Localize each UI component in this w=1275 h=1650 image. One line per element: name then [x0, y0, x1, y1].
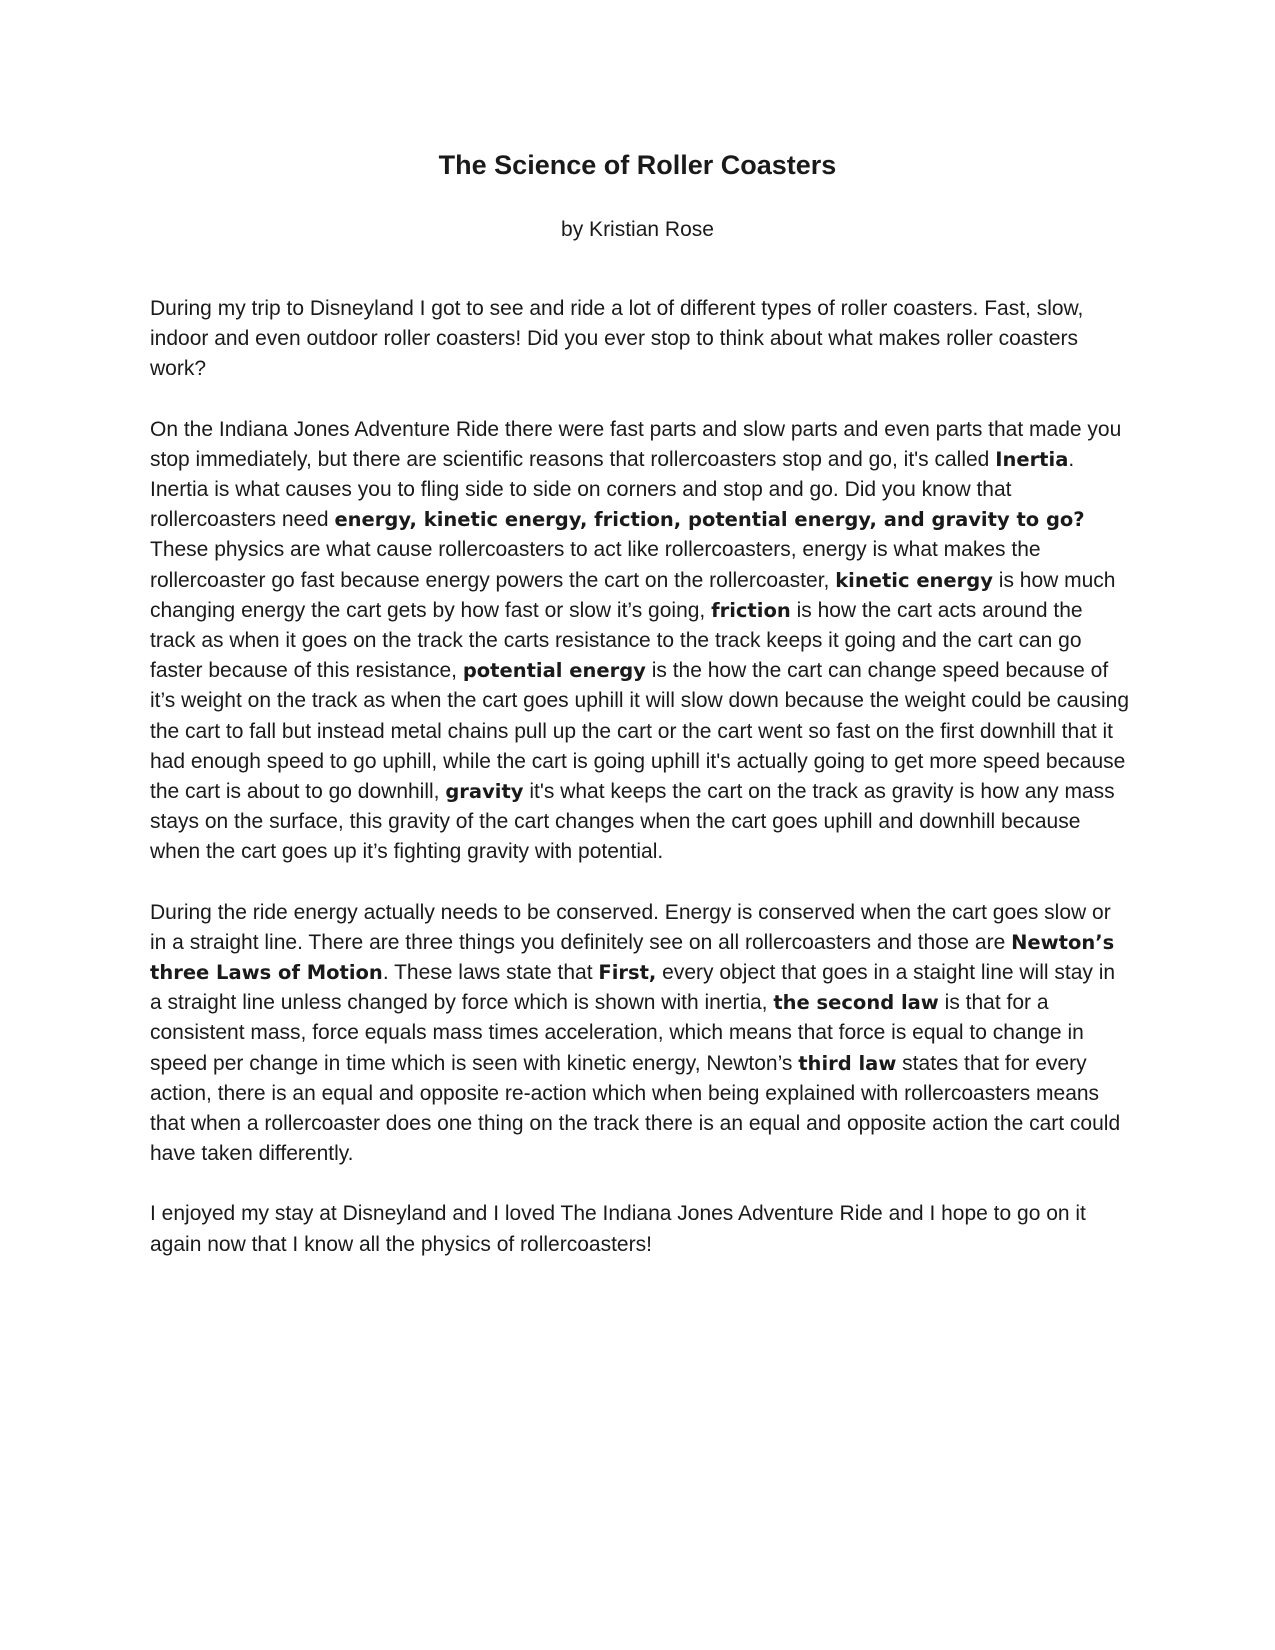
- bold-term: First,: [598, 961, 657, 985]
- paragraph-text: I enjoyed my stay at Disneyland and I loved The Indiana Jones Adventure Ride and I hope to go on it again now that I know all the physics of rollercoasters!: [150, 1202, 1086, 1256]
- document-title: The Science of Roller Coasters: [438, 150, 837, 180]
- paragraph-text: On the Indiana Jones Adventure Ride there were fast parts and slow parts and even parts that made you stop immediately, but there are scientific reasons that rollercoasters stop and go, it's called: [150, 417, 1122, 471]
- bold-term: gravity: [445, 780, 524, 804]
- paragraph-text: states that for every action, there is an equal and opposite re-action which when being explained with rollercoasters means that when a rollercoaster does one thing on the track there is an equal and opposite action the cart could have taken differently.: [150, 1051, 1121, 1166]
- paragraph: [150, 294, 1130, 385]
- bold-term: friction: [711, 598, 791, 622]
- paragraph-text: is how much changing energy the cart gets by how fast or slow it’s going,: [150, 568, 1116, 622]
- paragraph-text: During the ride energy actually needs to be conserved. Energy is conserved when the cart goes slow or in a straight line. There are three things you definitely see on all rollercoasters and those are: [150, 900, 1111, 954]
- document-body: [150, 294, 1130, 1290]
- paragraph-text: . Inertia is what causes you to fling side to side on corners and stop and go. Did you know that rollercoasters need: [150, 447, 1075, 532]
- paragraph: [150, 415, 1130, 868]
- paragraph-text: During my trip to Disneyland I got to see and ride a lot of different types of roller coasters. Fast, slow, indoor and even outdoor roller coasters! Did you ever stop to think about what makes roller coasters work?: [150, 297, 1084, 381]
- paragraph-text: is that for a consistent mass, force equals mass times acceleration, which means that force is equal to change in speed per change in time which is seen with kinetic energy, Newton’s: [150, 991, 1084, 1075]
- paragraph-text: . These laws state that: [382, 961, 599, 985]
- paragraph-text: it's what keeps the cart on the track as gravity is how any mass stays on the surface, this gravity of the cart changes when the cart goes uphill and downhill because when the cart goes up it’s fighting gravity with potential.: [150, 780, 1115, 864]
- document-byline: by Kristian Rose: [561, 218, 714, 241]
- bold-term: Inertia: [995, 447, 1069, 471]
- paragraph-text: every object that goes in a staight line will stay in a straight line unless changed by force which is shown with inertia,: [150, 961, 1116, 1015]
- paragraph: [150, 898, 1130, 1170]
- paragraph-text: is how the cart acts around the track as when it goes on the track the carts resistance to the track keeps it going and the cart can go faster because of this resistance,: [150, 598, 1083, 683]
- paragraph-text: is the how the cart can change speed because of it’s weight on the track as when the cart goes uphill it will slow down because the weight could be causing the cart to fall but instead metal chains pull up the cart or the cart went so fast on the first downhill that it had enough speed to go uphill, while the cart is going uphill it's actually going to get more speed because the cart is about to go downhill,: [150, 659, 1130, 804]
- bold-term: Newton’s three Laws of Motion: [150, 930, 1115, 985]
- bold-term: potential energy: [462, 659, 646, 683]
- bold-term: the second law: [773, 991, 939, 1015]
- paragraph: [150, 1199, 1130, 1259]
- bold-term: kinetic energy: [835, 568, 993, 592]
- bold-term: third law: [798, 1051, 897, 1075]
- bold-term: energy, kinetic energy, friction, potential energy, and gravity to go?: [334, 508, 1085, 532]
- paragraph-text: These physics are what cause rollercoasters to act like rollercoasters, energy is what makes the rollercoaster go fast because energy powers the cart on the rollercoaster,: [150, 538, 1041, 592]
